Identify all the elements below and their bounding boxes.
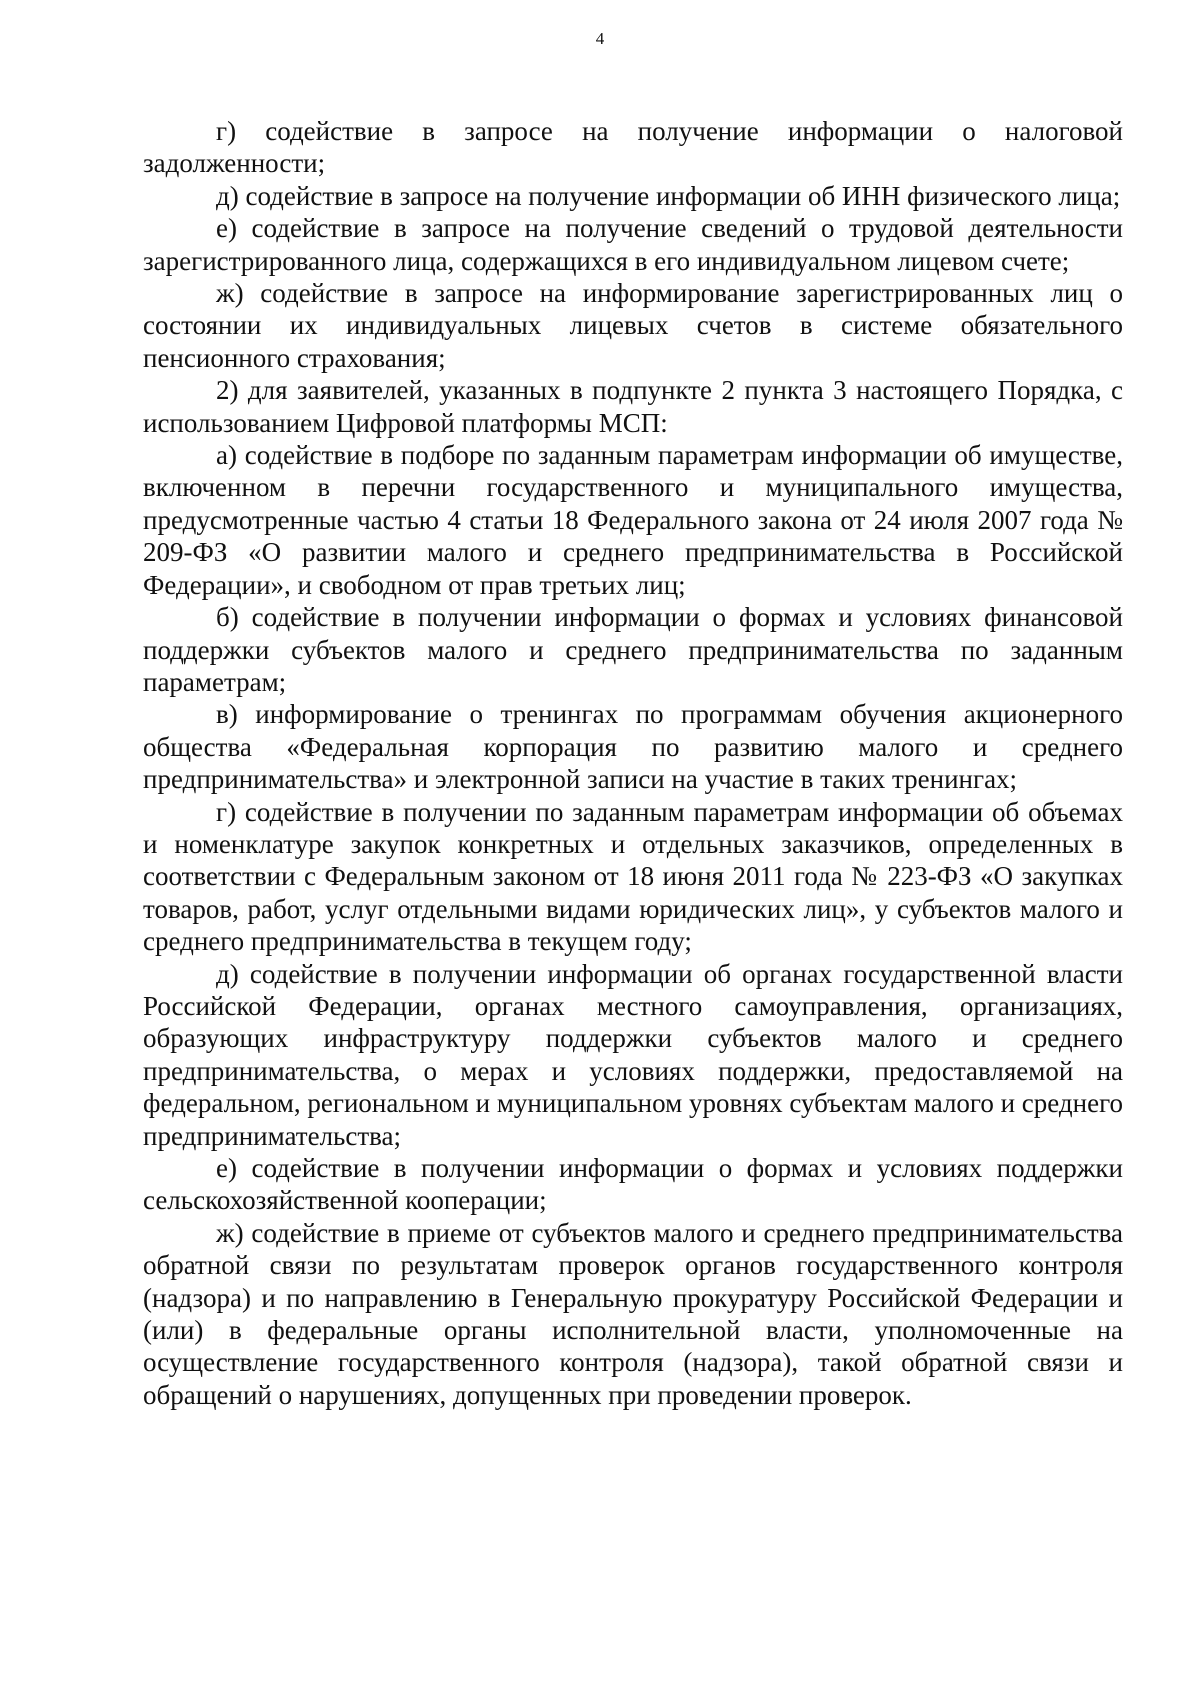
paragraph-item-a-property: а) содействие в подборе по заданным параметрам информации об имуществе, включенном в перечни государственного и муниципального имущества, предусмотренные частью 4 статьи 18 Федерального закона от 24 июля 2007 года № 209-ФЗ «О развитии малого и среднего предпринимательства в Российской Федерации», и свободном от прав третьих лиц; xyxy=(143,440,1123,600)
paragraph-item-e-cooperation: е) содействие в получении информации о формах и условиях поддержки сельскохозяйственной кооперации; xyxy=(143,1153,1123,1216)
paragraph-item-g-procurement: г) содействие в получении по заданным параметрам информации об объемах и номенклатуре закупок конкретных и отдельных заказчиков, определенных в соответствии с Федеральным законом от 18 июня 2011 года № 223-ФЗ «О закупках товаров, работ, услуг отдельными видами юридических лиц», у субъектов малого и среднего предпринимательства в текущем году; xyxy=(143,796,1123,957)
paragraph-item-d-support-measures: д) содействие в получении информации об органах государственной власти Российской Федерации, органах местного самоуправления, организациях, образующих инфраструктуру поддержки субъектов малого и среднего предпринимательства, о мерах и условиях поддержки, предоставляемой на федеральном, региональном и муниципальном уровнях субъектам малого и среднего предпринимательства; xyxy=(143,958,1123,1151)
paragraph-section-2-intro: 2) для заявителей, указанных в подпункте 2 пункта 3 настоящего Порядка, с использованием Цифровой платформы МСП: xyxy=(143,375,1123,438)
paragraph-item-b-financial-support: б) содействие в получении информации о формах и условиях финансовой поддержки субъектов малого и среднего предпринимательства по заданным параметрам; xyxy=(143,602,1123,697)
page-number: 4 xyxy=(595,29,605,48)
paragraph-item-g-tax-debt: г) содействие в запросе на получение информации о налоговой задолженности; xyxy=(143,116,1123,179)
paragraph-item-zh-pension-accounts: ж) содействие в запросе на информирование зарегистрированных лиц о состоянии их индивидуальных лицевых счетов в системе обязательного пенсионного страхования; xyxy=(143,278,1123,373)
document-body xyxy=(143,115,1123,1411)
paragraph-item-v-trainings: в) информирование о тренингах по программам обучения акционерного общества «Федеральная корпорация по развитию малого и среднего предпринимательства» и электронной записи на участие в таких тренингах; xyxy=(143,699,1123,795)
paragraph-item-d-inn: д) содействие в запросе на получение информации об ИНН физического лица; xyxy=(216,180,1121,211)
paragraph-item-zh-feedback: ж) содействие в приеме от субъектов малого и среднего предпринимательства обратной связи по результатам проверок органов государственного контроля (надзора) и по направлению в Генеральную прокуратуру Российской Федерации и (или) в федеральные органы исполнительной власти, уполномоченные на осуществление государственного контроля (надзора), такой обратной связи и обращений о нарушениях, допущенных при проведении проверок. xyxy=(143,1217,1123,1410)
paragraph-item-e-labor-activity: е) содействие в запросе на получение сведений о трудовой деятельности зарегистрированного лица, содержащихся в его индивидуальном лицевом счете; xyxy=(143,213,1123,276)
